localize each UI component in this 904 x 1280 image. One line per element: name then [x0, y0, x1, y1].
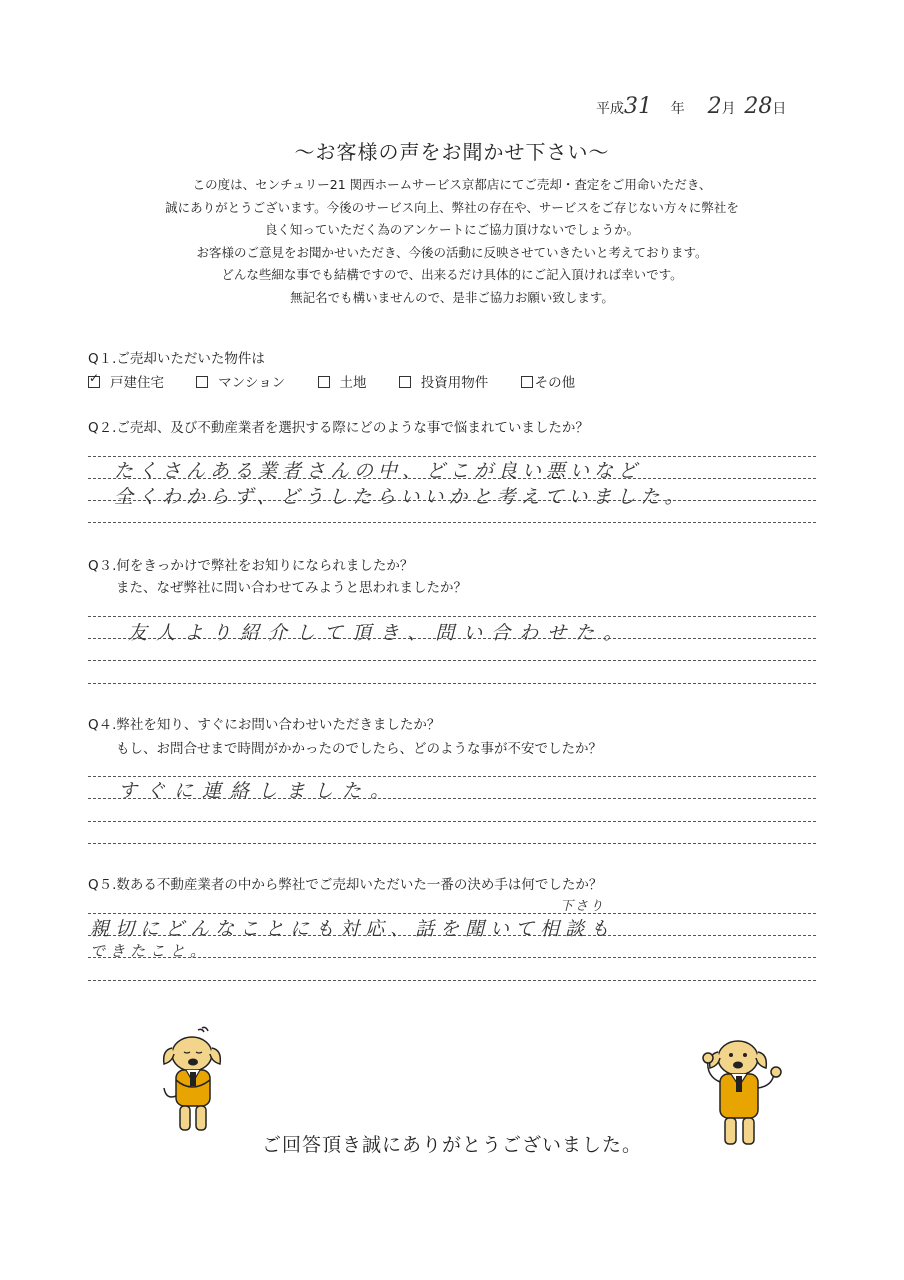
q2-question: Q２.ご売却、及び不動産業者を選択する際にどのような事で悩まれていましたか？ [88, 420, 589, 436]
checkbox-icon[interactable] [399, 376, 411, 388]
q5-answer-line-2: できたこと。 [90, 942, 211, 960]
day-handwritten: 28 [744, 94, 773, 119]
checkbox-checked-icon[interactable] [88, 376, 100, 388]
option-land[interactable]: 土地 [318, 371, 367, 391]
q1-question: Q１.ご売却いただいた物件は [88, 351, 265, 367]
checkbox-icon[interactable] [521, 376, 533, 388]
answer-line [88, 683, 816, 684]
q4-question: Q４.弊社を知り、すぐにお問い合わせいただきましたか？ [88, 717, 441, 733]
answer-line [88, 980, 816, 981]
q2-answer-line-1: たくさんある業者さんの中、どこが良い悪いなど [114, 460, 643, 482]
intro-line: どんな些細な事でも結構ですので、出来るだけ具体的にご記入頂ければ幸いです。 [221, 267, 683, 282]
q5-insert-note: 下さり [560, 899, 606, 914]
q3-answer-line-1: 友人より紹介して頂き、問い合わせた。 [128, 622, 632, 644]
intro-text [0, 174, 904, 309]
intro-line: この度は、センチュリー21 関西ホームサービス京都店にてご売却・査定をご用命いただき、 [192, 177, 712, 192]
intro-line: お客様のご意見をお聞かせいただき、今後の活動に反映させていきたいと考えております。 [196, 244, 708, 260]
mascot-dog-bowing-icon [152, 1026, 232, 1134]
q3-question: Q３.何をきっかけで弊社をお知りになられましたか？ [88, 558, 414, 574]
era-label: 平成 [596, 101, 624, 117]
answer-line [88, 616, 816, 617]
intro-line: 誠にありがとうございます。今後のサービス向上、弊社の存在や、サービスをご存じない方々に弊社を [165, 199, 739, 215]
page-title: ～お客様の声をお聞かせ下さい～ [294, 140, 610, 164]
q5-answer-line-1: 親切にどんなことにも対応、話を聞いて相談も [90, 918, 616, 940]
q5-question: Q５.数ある不動産業者の中から弊社でご売却いただいた一番の決め手は何でしたか？ [88, 877, 603, 893]
survey-date [596, 94, 786, 119]
option-condominium[interactable]: マンション [196, 371, 285, 391]
month-label: 月 [721, 101, 736, 117]
q3-question-sub: また、なぜ弊社に問い合わせてみようと思われましたか？ [116, 580, 467, 596]
closing-thanks: ご回答頂き誠にありがとうございました。 [261, 1134, 642, 1156]
intro-line: 良く知っていただく為のアンケートにご協力頂けないでしょうか。 [264, 222, 640, 237]
year-handwritten: 31 [624, 94, 652, 119]
option-detached-house[interactable]: ✓戸建住宅 [88, 371, 164, 391]
answer-line [88, 821, 816, 822]
q4-question-sub: もし、お問合せまで時間がかかったのでしたら、どのような事が不安でしたか？ [116, 741, 602, 757]
answer-line [88, 843, 816, 844]
option-other[interactable]: その他 [521, 371, 576, 391]
q2-answer-line-2: 全くわからず、どうしたらいいかと考えていました。 [114, 486, 689, 508]
year-label: 年 [670, 101, 685, 117]
q1-options [88, 371, 575, 391]
q4-answer-line-1: すぐに連絡しました。 [118, 780, 399, 802]
day-label: 日 [772, 101, 787, 117]
answer-line [88, 522, 816, 523]
intro-line: 無記名でも構いませんので、是非ご協力お願い致します。 [290, 289, 614, 305]
checkbox-icon[interactable] [196, 376, 208, 388]
month-handwritten: 2 [707, 94, 722, 119]
option-investment[interactable]: 投資用物件 [399, 371, 489, 391]
checkbox-icon[interactable] [318, 376, 330, 388]
answer-line [88, 660, 816, 661]
